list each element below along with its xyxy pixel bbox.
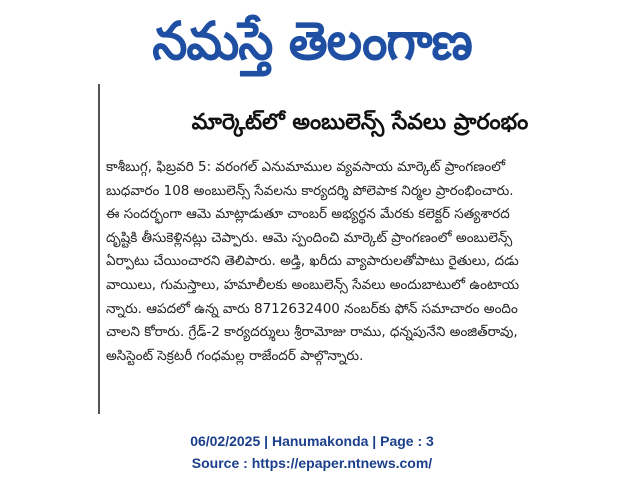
article-line: అసిస్టెంట్‌ సెక్రటరీ గంధమల్ల రాజేందర్‌ పాల్గొన్నారు. (106, 347, 364, 364)
article-line: ఏర్పాటు చేయించారని తెలిపారు. అడ్తి, ఖరీదు వ్యాపారులతోపాటు రైతులు, దడు (106, 253, 519, 270)
article-line: న్నారు. ఆపదలో ఉన్న వారు 8712632400 నంబర్‌కు ఫోన్‌ సమాచారం అందిం (106, 300, 518, 317)
article-headline: మార్కెట్‌లో అంబులెన్స్‌ సేవలు ప్రారంభం (191, 110, 529, 135)
article-line: ఈ సందర్భంగా ఆమె మాట్లాడుతూ చాంబర్‌ అభ్యర్థన మేరకు కలెక్టర్‌ సత్యశారద (106, 206, 510, 223)
article-clipping (98, 84, 620, 414)
article-line: వాయిలు, గుమస్తాలు, హమాలీలకు అంబులెన్స్‌ సేవలు అందుబాటులో ఉంటాయ (106, 276, 520, 293)
footer-meta: 06/02/2025 | Hanumakonda | Page : 3 (190, 433, 434, 449)
article-line: చాలని కోరారు. గ్రేడ్‌-2 కార్యదర్శులు శ్రీరామోజు రాము, ధన్నపునేని అంజిత్‌రావు, (106, 324, 518, 341)
footer (0, 430, 624, 474)
article-line: కాశీబుగ్గ, ఫిబ్రవరి 5: వరంగల్‌ ఎనుమాముల వ్యవసాయ మార్కెట్‌ ప్రాంగణంలో (106, 159, 506, 175)
article-line: బుధవారం 108 అంబులెన్స్‌ సేవలను కార్యదర్శి పోలెపాక నిర్మల ప్రారంభించారు. (106, 182, 514, 199)
footer-source: Source : https://epaper.ntnews.com/ (191, 455, 433, 471)
cropped-text-residue (130, 86, 600, 100)
masthead (0, 0, 624, 82)
article-body (106, 156, 616, 368)
article-line: దృష్టికి తీసుకెళ్లినట్లు చెప్పారు. ఆమె స్పందించి మార్కెట్‌ ప్రాంగణంలో అంబులెన్స్‌ (106, 229, 513, 246)
newspaper-logo: నమస్తే తెలంగాణ (152, 10, 472, 72)
